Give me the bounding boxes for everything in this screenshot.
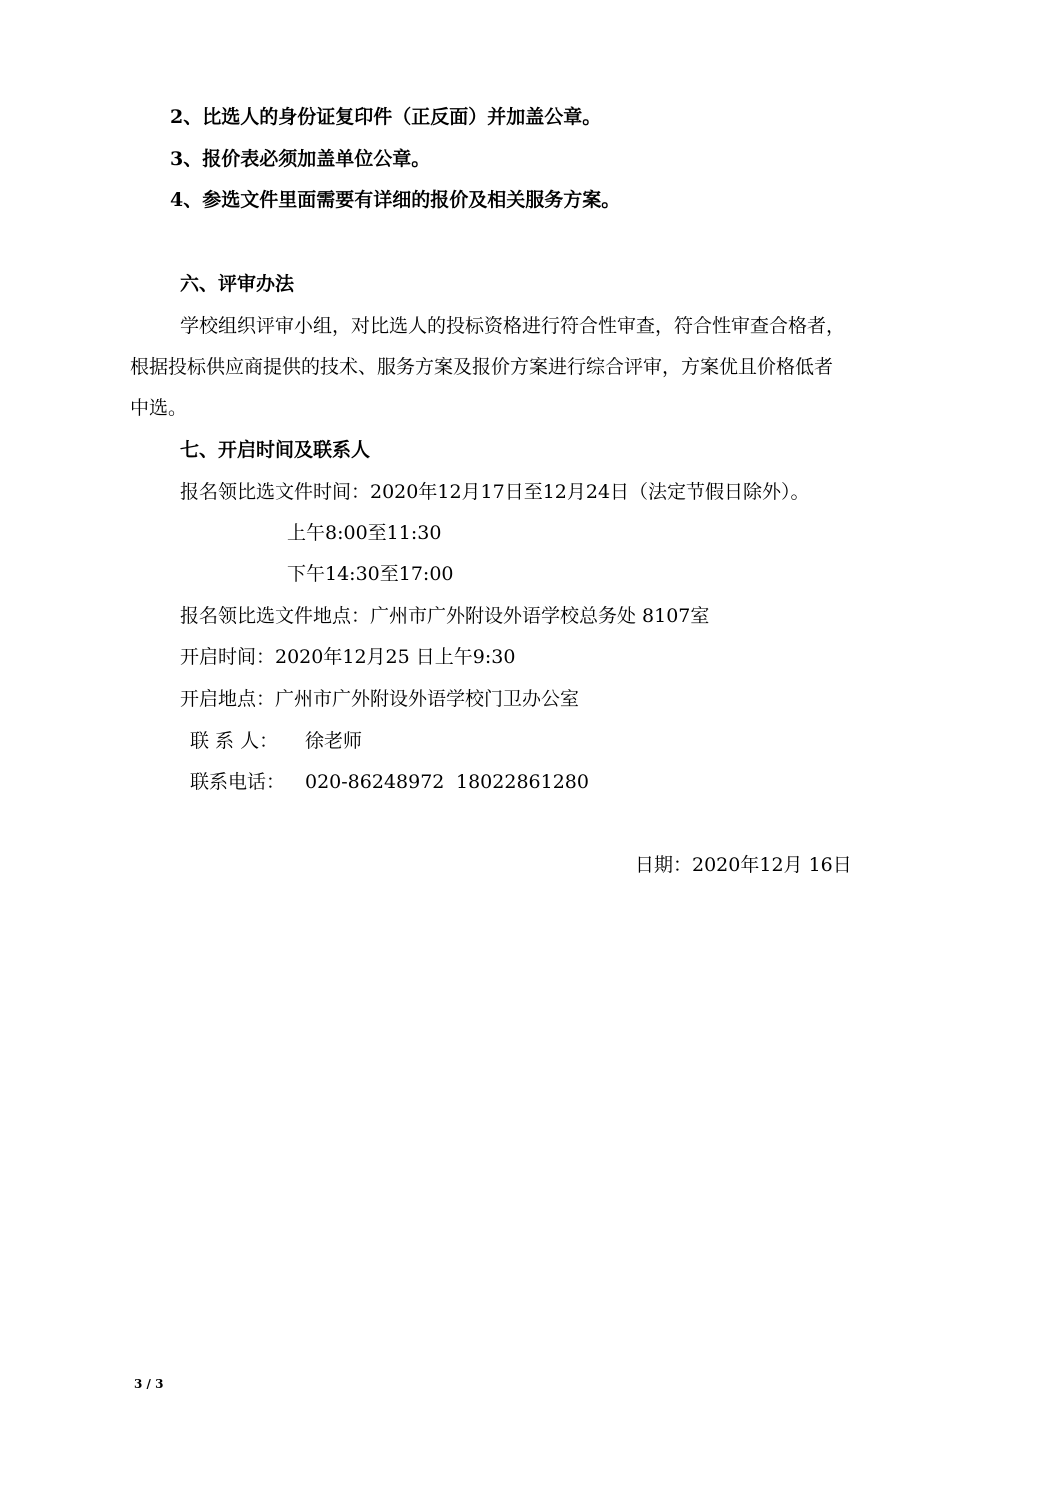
morning-hours: 上午8:00至11:30: [287, 522, 442, 544]
section-6-heading: 六、评审办法: [180, 273, 295, 295]
page-number: 3 / 3: [134, 1377, 164, 1391]
opening-time: 开启时间：2020年12月25 日上午9:30: [180, 646, 516, 668]
contact-name: 徐老师: [305, 730, 363, 752]
section-6-paragraph-line-3: 中选。: [130, 397, 188, 419]
document-date: 日期：2020年12月 16日: [635, 854, 852, 876]
phone-label: 联系电话：: [190, 771, 286, 793]
section-6-paragraph-line-2: 根据投标供应商提供的技术、服务方案及报价方案进行综合评审，方案优且价格低者: [130, 356, 834, 378]
registration-place: 报名领比选文件地点：广州市广外附设外语学校总务处 8107室: [180, 605, 710, 627]
requirement-item-2: 2、比选人的身份证复印件（正反面）并加盖公章。: [170, 106, 602, 128]
afternoon-hours: 下午14:30至17:00: [287, 563, 454, 585]
section-7-heading: 七、开启时间及联系人: [180, 439, 371, 461]
contact-label: 联 系 人：: [190, 730, 279, 752]
opening-place: 开启地点：广州市广外附设外语学校门卫办公室: [180, 688, 580, 710]
mobile-number: 18022861280: [456, 771, 589, 793]
section-6-paragraph-line-1: 学校组织评审小组，对比选人的投标资格进行符合性审查，符合性审查合格者，: [180, 315, 846, 337]
registration-time: 报名领比选文件时间：2020年12月17日至12月24日（法定节假日除外）。: [180, 481, 810, 503]
phone-number: 020-86248972: [305, 771, 445, 793]
requirement-item-3: 3、报价表必须加盖单位公章。: [170, 148, 431, 170]
requirement-item-4: 4、参选文件里面需要有详细的报价及相关服务方案。: [170, 189, 621, 211]
